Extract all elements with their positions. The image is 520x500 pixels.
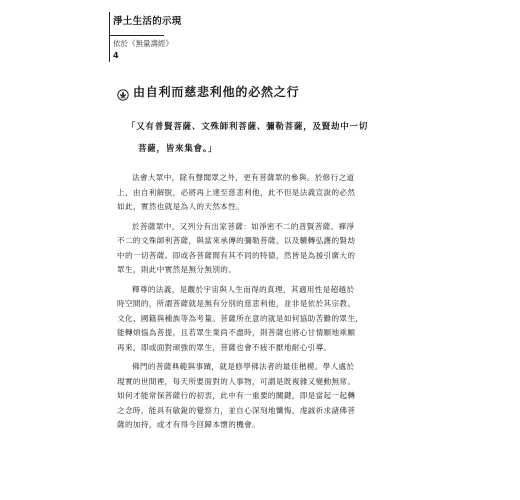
book-subtitle: 依於《無量壽經》: [113, 39, 173, 48]
paragraph: [117, 220, 412, 278]
lotus-icon: [117, 86, 129, 98]
text-line: 不二的文殊師利菩薩，與當來承傳的彌勒菩薩，以及轆轉弘護的賢劫: [117, 236, 356, 245]
text-line: 於菩薩眾中，又列分有出家菩薩：如淨密不二的普賢菩薩、禪淨: [132, 221, 355, 231]
text-line: 釋尊的法義，是觀於宇宙與人生而得的真理，其適用性是超越於: [132, 284, 355, 294]
text-line: 現實的世間裡，每天所要面對的人事物，可謂是既複雜又變動無常。: [117, 376, 356, 386]
paragraph: [117, 171, 412, 215]
text-line: 上，由自利解脫，必將再上達至慈悲利他，此不但是法義宣說的必然: [117, 187, 356, 197]
text-line: 眾生，則此中實然是無分無別的。: [117, 265, 237, 274]
text-line: 文化、國籍與種族等為考量。菩薩所在意的就是如何協助苦難的眾生，: [117, 313, 364, 323]
scripture-quote: [127, 115, 412, 159]
quote-line: 菩薩，皆來集會。」: [138, 143, 218, 153]
text-line: 再來，即或面對頑強的眾生，菩薩也會不疲不厭地耐心引導。: [117, 342, 332, 352]
page-number: 4: [113, 51, 119, 60]
header-rule-horizontal: [109, 35, 164, 36]
quote-line: 「又有普賢菩薩、文殊師利菩薩、彌勒菩薩，及賢劫中一切: [127, 121, 369, 131]
text-line: 如此，實然也就是為人的天然本性。: [117, 202, 245, 211]
paragraph: [117, 360, 412, 433]
text-line: 佛門的菩薩典範與事蹟，就是修學佛法者的最佳楷模。學人處於: [132, 362, 355, 371]
text-line: 法會大眾中，除有聲聞眾之外，更有菩薩眾的參與。於修行之道: [132, 173, 355, 182]
header-rule-vertical: [109, 12, 110, 62]
book-title: 淨土生活的示現: [113, 16, 182, 27]
section-heading: [117, 83, 299, 100]
paragraph: [117, 283, 412, 356]
text-line: 時空間的，所謂菩薩就是無有分別的慈悲利他，並非是依於其宗教、: [117, 299, 356, 308]
body-text: [117, 171, 412, 438]
text-line: 中的一切菩薩。即或各菩薩間有其不同的特德，然皆是為援引廣大的: [117, 250, 356, 260]
text-line: 之念時，能具有敏銳的覺察力，並自心深刻地懺悔，虔誠祈求諸佛菩: [117, 405, 356, 415]
text-line: 能轉煩惱為菩提，且若眾生業尚不盡時，則菩薩也將心甘情願地乘願: [117, 328, 356, 337]
text-line: 薩的加持，或才有得今回歸本懷的機會。: [117, 420, 260, 429]
text-line: 如何才能常保菩薩行的初衷，此中有一重要的關鍵，即是當起一起轉: [117, 391, 356, 400]
section-title: 由自利而慈悲利他的必然之行: [133, 85, 300, 99]
